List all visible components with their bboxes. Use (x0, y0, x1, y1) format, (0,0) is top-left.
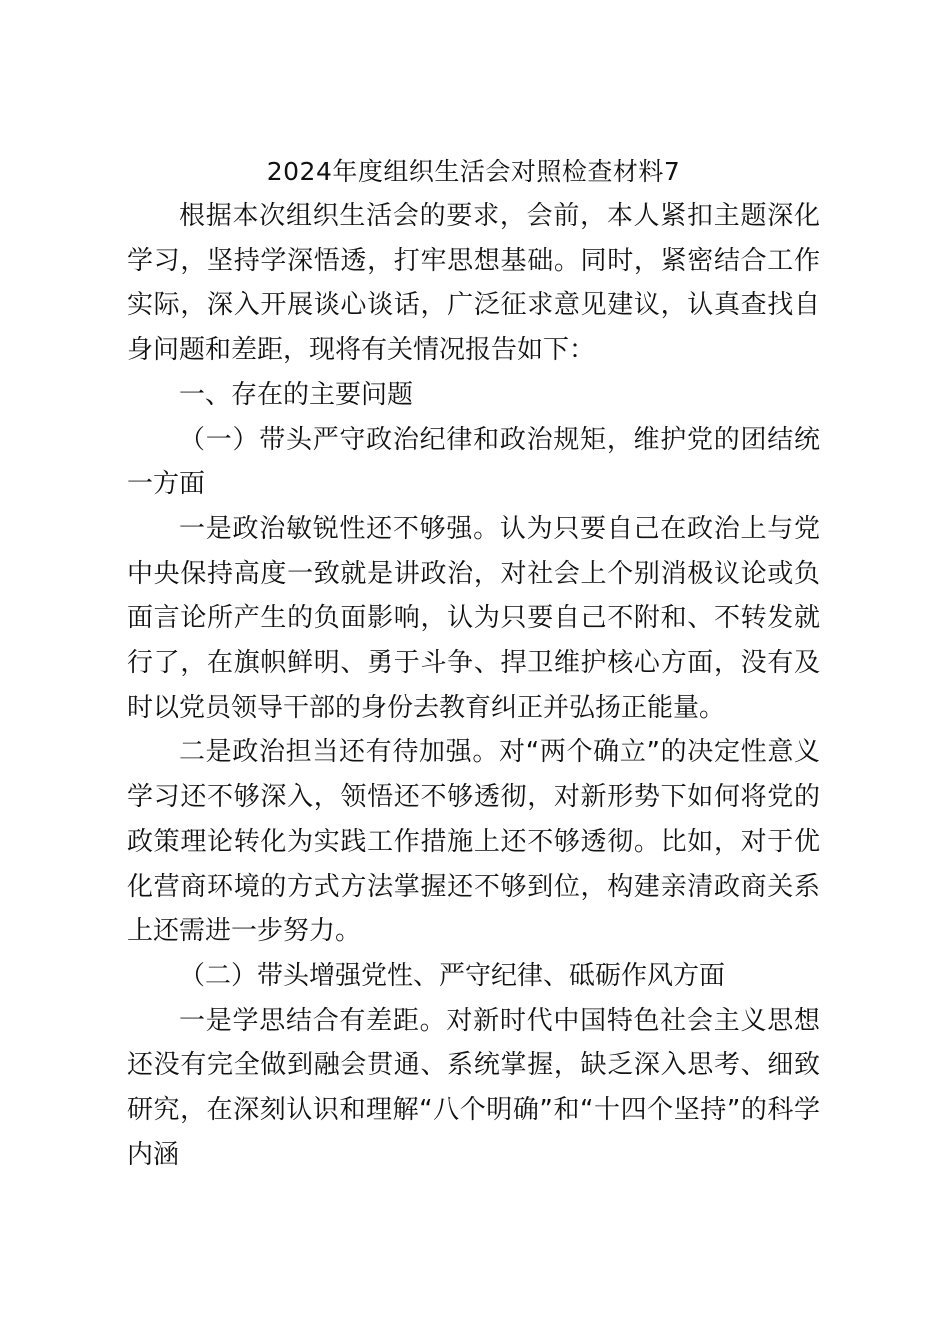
paragraph-intro: 根据本次组织生活会的要求，会前，本人紧扣主题深化学习，坚持学深悟透，打牢思想基础。同时，紧密结合工作实际，深入开展谈心谈话，广泛征求意见建议，认真查找自身问题和差距，现将有关情况报告如下： (127, 201, 820, 366)
document-body (127, 150, 820, 1177)
paragraph-political-sensitivity: 一是政治敏锐性还不够强。认为只要自己在政治上与党中央保持高度一致就是讲政治，对社会上个别消极议论或负面言论所产生的负面影响，认为只要自己不附和、不转发就行了，在旗帜鲜明、勇于斗争、捍卫维护核心方面，没有及时以党员领导干部的身份去教育纠正并弘扬正能量。 (127, 513, 820, 723)
paragraph-study-and-thought: 一是学思结合有差距。对新时代中国特色社会主义思想还没有完全做到融会贯通、系统掌握，缺乏深入思考、细致研究，在深刻认识和理解“八个明确”和“十四个坚持”的科学内涵 (127, 1005, 820, 1170)
subsection-heading-1: （一）带头严守政治纪律和政治规矩，维护党的团结统一方面 (127, 424, 820, 500)
subsection-heading-2: （二）带头增强党性、严守纪律、砥砺作风方面 (179, 960, 726, 991)
document-title: 2024年度组织生活会对照检查材料7 (266, 157, 681, 186)
section-heading-main-problems: 一、存在的主要问题 (179, 379, 414, 410)
paragraph-political-responsibility: 二是政治担当还有待加强。对“两个确立”的决定性意义学习还不够深入，领悟还不够透彻，对新形势下如何将党的政策理论转化为实践工作措施上还不够透彻。比如，对于优化营商环境的方式方法掌握还不够到位，构建亲清政商关系上还需进一步努力。 (127, 737, 820, 947)
